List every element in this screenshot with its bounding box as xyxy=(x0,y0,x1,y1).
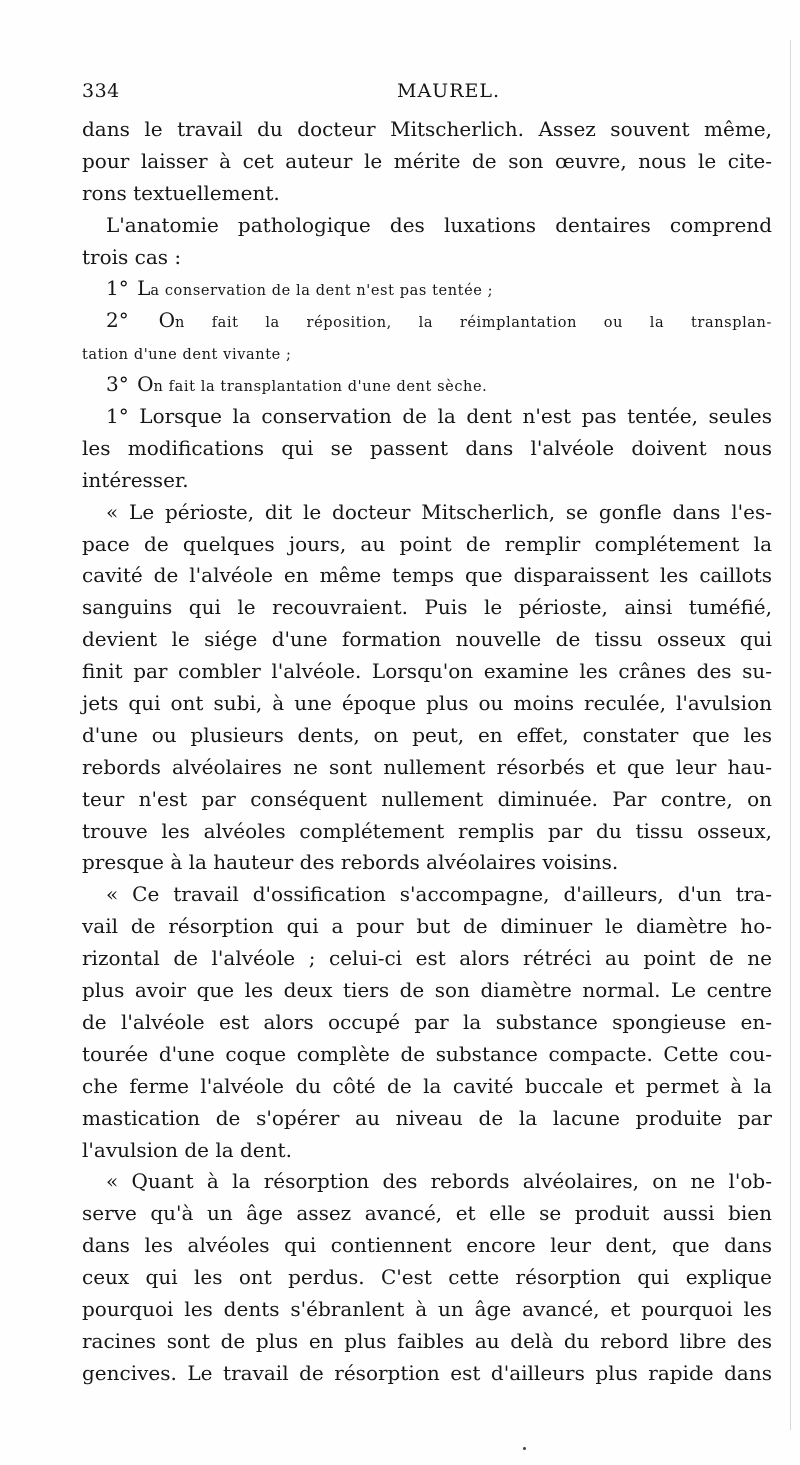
quote-line: mastication de s'opérer au niveau de la lacune produite par xyxy=(82,1105,772,1130)
quote-line: sanguins qui le recouvraient. Puis le périoste, ainsi tuméfié, xyxy=(82,595,772,620)
quote-line: che ferme l'alvéole du côté de la cavité buccale et permet à la xyxy=(82,1073,772,1098)
case-text: n fait la réposition, la réimplantation ou la transplan- xyxy=(175,315,772,332)
case-item-3 xyxy=(82,369,772,401)
running-head: MAUREL. xyxy=(397,80,501,102)
case-initial: O xyxy=(137,372,154,397)
page-number: 334 xyxy=(82,80,120,102)
page-header xyxy=(82,78,772,108)
case-number: 2° xyxy=(106,308,129,333)
page-edge-shadow xyxy=(790,40,791,1430)
quote-line: de l'alvéole est alors occupé par la substance spongieuse en- xyxy=(82,1009,772,1034)
quote-line: rebords alvéolaires ne sont nullement résorbés et que leur hau- xyxy=(82,754,772,779)
case-text: n fait la transplantation d'une dent sèche. xyxy=(153,379,488,396)
text-line: trois cas : xyxy=(82,244,182,269)
quote-line: dans les alvéoles qui contiennent encore leur dent, que dans xyxy=(82,1233,772,1258)
text-line: les modifications qui se passent dans l'alvéole doivent nous xyxy=(82,435,772,460)
quote-line: « Le périoste, dit le docteur Mitscherlich, se gonfle dans l'es- xyxy=(106,499,772,524)
quote-line: plus avoir que les deux tiers de son diamètre normal. Le centre xyxy=(82,978,772,1003)
quote-line: devient le siége d'une formation nouvelle de tissu osseux qui xyxy=(82,627,772,652)
quote-line: d'une ou plusieurs dents, on peut, en effet, constater que les xyxy=(82,722,772,747)
body-text xyxy=(82,114,772,1390)
case-item-2-continuation xyxy=(82,337,772,369)
quote-line: l'avulsion de la dent. xyxy=(82,1137,292,1162)
quote-line: pace de quelques jours, au point de remplir complétement la xyxy=(82,531,772,556)
case-item-2 xyxy=(82,305,772,337)
case-item-1 xyxy=(82,273,772,305)
quote-line: serve qu'à un âge assez avancé, et elle se produit aussi bien xyxy=(82,1201,772,1226)
quote-line: rizontal de l'alvéole ; celui-ci est alors rétréci au point de ne xyxy=(82,946,772,971)
text-line: intéresser. xyxy=(82,467,189,492)
quote-line: vail de résorption qui a pour but de diminuer le diamètre ho- xyxy=(82,914,772,939)
case-number: 1° xyxy=(106,276,129,301)
case-text: tation d'une dent vivante ; xyxy=(82,347,292,364)
text-line: rons textuellement. xyxy=(82,180,280,205)
quote-line: trouve les alvéoles complétement remplis par du tissu osseux, xyxy=(82,818,772,843)
quote-line: finit par combler l'alvéole. Lorsqu'on examine les crânes des su- xyxy=(82,659,772,684)
quote-line: « Quant à la résorption des rebords alvéolaires, on ne l'ob- xyxy=(106,1169,772,1194)
case-initial: O xyxy=(158,308,176,333)
quote-line: jets qui ont subi, à une époque plus ou moins reculée, l'avulsion xyxy=(82,691,772,716)
text-line: dans le travail du docteur Mitscherlich. Assez souvent même, xyxy=(82,117,772,141)
quote-line: gencives. Le travail de résorption est d'ailleurs plus rapide dans xyxy=(82,1360,772,1385)
case-text: a conservation de la dent n'est pas tentée ; xyxy=(150,283,494,300)
quote-line: teur n'est par conséquent nullement diminuée. Par contre, on xyxy=(82,786,772,811)
quote-line: « Ce travail d'ossification s'accompagne, d'ailleurs, d'un tra- xyxy=(106,882,772,907)
ink-speck xyxy=(523,1447,526,1450)
text-line: pour laisser à cet auteur le mérite de son œuvre, nous le cite- xyxy=(82,148,772,173)
quote-line: pourquoi les dents s'ébranlent à un âge avancé, et pourquoi les xyxy=(82,1296,772,1321)
case-initial: L xyxy=(137,276,151,301)
case-number: 3° xyxy=(106,372,129,397)
text-line: 1° Lorsque la conservation de la dent n'est pas tentée, seules xyxy=(106,404,772,429)
text-line: L'anatomie pathologique des luxations dentaires comprend xyxy=(106,212,772,237)
quote-line: racines sont de plus en plus faibles au delà du rebord libre des xyxy=(82,1328,772,1353)
quote-line: tourée d'une coque complète de substance compacte. Cette cou- xyxy=(82,1041,772,1066)
quote-line: cavité de l'alvéole en même temps que disparaissent les caillots xyxy=(82,563,772,588)
quote-line: presque à la hauteur des rebords alvéolaires voisins. xyxy=(82,850,619,875)
quote-line: ceux qui les ont perdus. C'est cette résorption qui explique xyxy=(82,1265,772,1290)
